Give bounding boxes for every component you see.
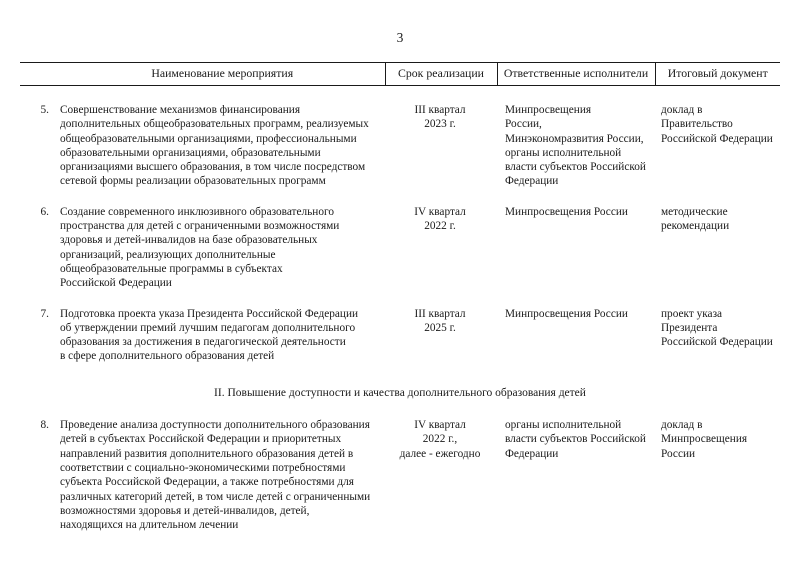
activities-table xyxy=(20,62,780,532)
text-line: об утверждении премий лучшим педагогам дополнительного xyxy=(60,321,356,334)
cell-activity-name xyxy=(60,291,385,364)
text-line: Совершенствование механизмов финансирования xyxy=(60,104,301,116)
table-row xyxy=(20,189,780,291)
text-line: организаций, реализующих дополнительные xyxy=(60,248,276,261)
text-line: власти субъектов Российской xyxy=(505,161,646,174)
text-line: Минпросвещения России xyxy=(505,205,628,218)
cell-term xyxy=(385,291,497,364)
cell-activity-name xyxy=(60,189,385,291)
text-line: России xyxy=(661,447,696,460)
text-line: III квартал xyxy=(414,307,466,320)
table-header xyxy=(20,63,780,86)
text-line: дополнительных общеобразовательных программ, реализуемых xyxy=(60,118,369,131)
table-body xyxy=(20,86,780,533)
text-line: здоровья и детей-инвалидов на базе образовательных xyxy=(60,234,318,247)
cell-result-document xyxy=(655,86,780,189)
text-line: соответствии с социально-экономическими потребностями xyxy=(60,461,346,474)
column-header-term: Срок реализации xyxy=(385,63,497,86)
text-line: общеобразовательными организациями, профессиональными xyxy=(60,132,357,145)
text-line: детей в субъектах Российской Федерации и приоритетных xyxy=(60,433,342,446)
text-line: Создание современного инклюзивного образовательного xyxy=(60,205,334,218)
text-line: Проведение анализа доступности дополнительного образования xyxy=(60,419,370,432)
text-line: Минпросвещения xyxy=(661,433,748,446)
column-header-number xyxy=(20,63,60,86)
cell-responsible xyxy=(497,189,655,291)
text-line: Российской Федерации xyxy=(60,277,172,290)
text-line: организациями высшего образования, в том числе посредством xyxy=(60,161,366,174)
text-line: Правительство xyxy=(661,118,733,131)
cell-result-document xyxy=(655,402,780,532)
text-line: рекомендации xyxy=(661,220,730,233)
text-line: общеобразовательные программы в субъектах xyxy=(60,262,283,275)
row-number: 6. xyxy=(40,205,49,218)
text-line: Федерации xyxy=(505,175,559,188)
text-line: власти субъектов Российской xyxy=(505,433,646,446)
text-line: 2023 г. xyxy=(424,118,456,131)
text-line: направлений развития дополнительного образования детей в xyxy=(60,447,354,460)
cell-activity-name xyxy=(60,402,385,532)
column-header-name: Наименование мероприятия xyxy=(60,63,385,86)
text-line: образования за достижения в педагогической деятельности xyxy=(60,336,346,349)
text-line: пространства для детей с ограниченными возможностями xyxy=(60,220,340,233)
cell-activity-name xyxy=(60,86,385,189)
column-header-responsible: Ответственные исполнители xyxy=(497,63,655,86)
text-line: образовательными организациями, образовательными xyxy=(60,146,321,159)
row-number: 8. xyxy=(40,419,49,432)
cell-term xyxy=(385,402,497,532)
text-line: 2022 г. xyxy=(424,220,456,233)
text-line: 2022 г., xyxy=(422,433,458,446)
text-line: Российской Федерации xyxy=(661,132,773,145)
text-line: Федерации xyxy=(505,447,559,460)
cell-responsible xyxy=(497,402,655,532)
row-number: 5. xyxy=(40,104,49,116)
text-line: проект указа xyxy=(661,307,723,320)
text-line: органы исполнительной xyxy=(505,146,622,159)
section-title: II. Повышение доступности и качества дополнительного образования детей xyxy=(214,386,586,399)
text-line: органы исполнительной xyxy=(505,419,622,432)
text-line: различных категорий детей, в том числе детей с ограниченными xyxy=(60,490,371,503)
text-line: сетевой формы реализации образовательных программ xyxy=(60,175,326,188)
text-line: IV квартал xyxy=(414,205,466,218)
text-line: 2025 г. xyxy=(424,321,456,334)
text-line: IV квартал xyxy=(414,419,466,432)
text-line: Минэкономразвития России, xyxy=(505,132,644,145)
text-line: Подготовка проекта указа Президента Российской Федерации xyxy=(60,307,359,320)
row-number: 7. xyxy=(40,307,49,320)
text-line: доклад в xyxy=(661,419,703,432)
text-line: Минпросвещения xyxy=(505,104,592,116)
text-line: Президента xyxy=(661,321,718,334)
activities-table-container xyxy=(20,62,780,532)
text-line: Российской Федерации xyxy=(661,336,773,349)
text-line: находящихся на длительном лечении xyxy=(60,519,239,532)
text-line: доклад в xyxy=(661,104,703,116)
cell-responsible xyxy=(497,86,655,189)
text-line: возможностями здоровья и детей-инвалидов, детей, xyxy=(60,504,310,517)
text-line: Минпросвещения России xyxy=(505,307,628,320)
table-section-row xyxy=(20,364,780,402)
text-line: III квартал xyxy=(414,104,466,116)
cell-result-document xyxy=(655,291,780,364)
column-header-result: Итоговый документ xyxy=(655,63,780,86)
page-number: 3 xyxy=(396,30,404,45)
cell-responsible xyxy=(497,291,655,364)
table-row xyxy=(20,402,780,532)
text-line: России, xyxy=(505,118,542,131)
text-line: далее - ежегодно xyxy=(399,447,481,460)
table-header-row xyxy=(20,63,780,86)
text-line: субъекта Российской Федерации, а также потребностями для xyxy=(60,476,354,489)
cell-term xyxy=(385,86,497,189)
table-row xyxy=(20,86,780,189)
cell-term xyxy=(385,189,497,291)
text-line: методические xyxy=(661,205,728,218)
table-row xyxy=(20,291,780,364)
text-line: в сфере дополнительного образования детей xyxy=(60,350,275,363)
cell-result-document xyxy=(655,189,780,291)
